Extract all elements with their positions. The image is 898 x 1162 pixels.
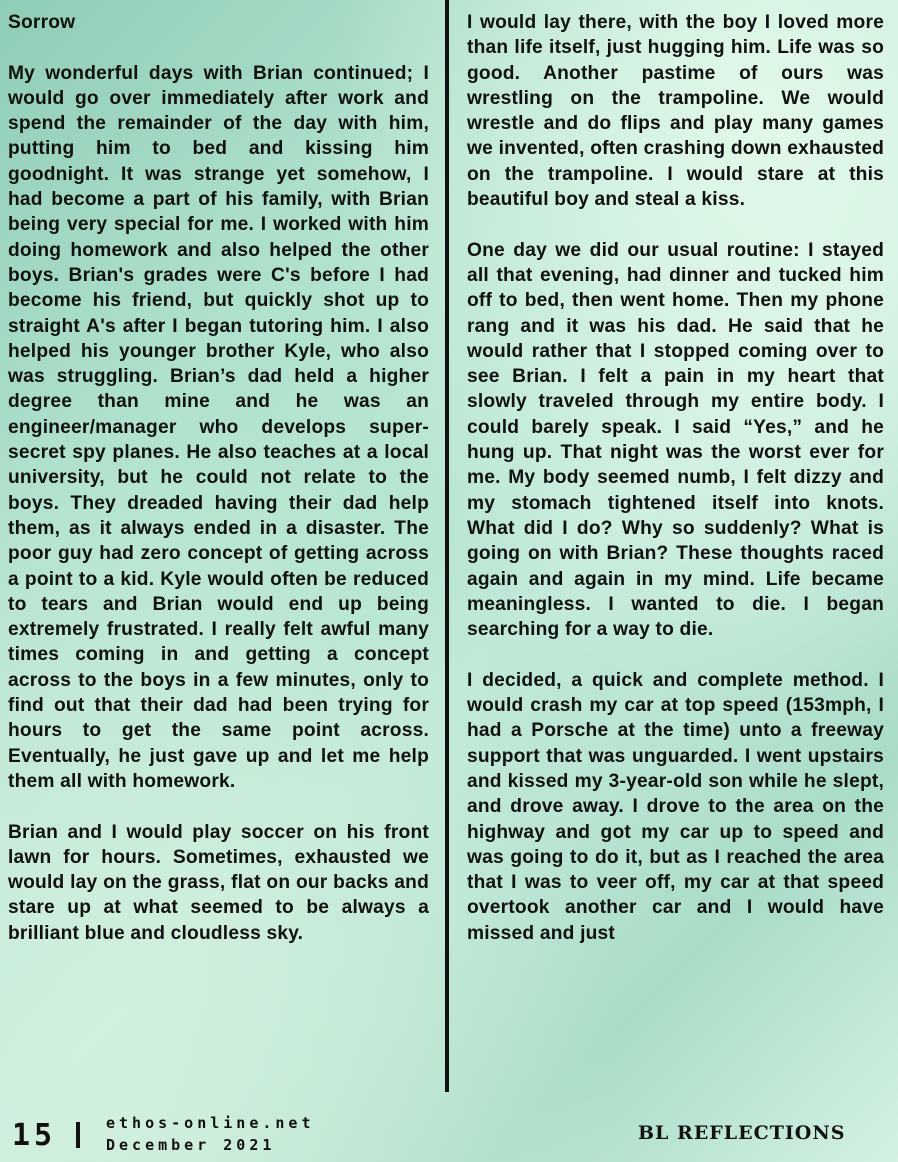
footer-publication (106, 1112, 315, 1156)
paragraph: My wonderful days with Brian continued; I would go over immediately after work and spend the remainder of the day with him, putting him to bed and kissing him goodnight. It was strange yet somehow, I had become a part of his family, with Brian being very special for me. I worked with him doing homework and also helped the other boys. Brian's grades were C's before I had become his friend, but quickly shot up to straight A's after I began tutoring him. I also helped his younger brother Kyle, who also was struggling. Brian’s dad held a higher degree than mine and he was an engineer/manager who develops super-secret spy planes. He also teaches at a local university, but he could not relate to the boys. They dreaded having their dad help them, as it always ended in a disaster. The poor guy had zero concept of getting across a point to a kid. Kyle would often be reduced to tears and Brian would end up being extremely frustrated. I really felt awful many times coming in and getting a concept across to the boys in a few minutes, only to find out that their dad had been trying for hours to get the same point across. Eventually, he just gave up and let me help them all with homework. (8, 62, 429, 792)
paragraph: One day we did our usual routine: I stayed all that evening, had dinner and tucked him off to bed, then went home. Then my phone rang and it was his dad. He said that he would rather that I stopped coming over to see Brian. I felt a pain in my heart that slowly traveled through my entire body. I could barely speak. I said “Yes,” and he hung up. That night was the worst ever for me. My body seemed numb, I felt dizzy and my stomach tightened itself into knots. What did I do? Why so suddenly? What is going on with Brian? These thoughts raced again and again in my mind. Life became meaningless. I wanted to die. I began searching for a way to die. (467, 239, 884, 641)
section-brand: BL REFLECTIONS (638, 1122, 846, 1144)
paragraph: Brian and I would play soccer on his front lawn for hours. Sometimes, exhausted we would lay on the grass, flat on our backs and stare up at what seemed to be always a brilliant blue and cloudless sky. (8, 821, 429, 944)
site-name: ethos-online.net (106, 1114, 315, 1132)
left-column (8, 10, 429, 971)
right-column (467, 10, 884, 971)
column-divider (445, 0, 449, 1092)
section-heading: Sorrow (8, 12, 76, 33)
paragraph: I would lay there, with the boy I loved more than life itself, just hugging him. Life was so good. Another pastime of ours was wrestling on the trampoline. We would wrestle and do flips and play many games we invented, often crashing down exhausted on the trampoline. I would stare at this beautiful boy and steal a kiss. (467, 12, 884, 211)
issue-date: December 2021 (106, 1136, 276, 1154)
page-number: 15 (12, 1118, 57, 1153)
footer-divider (76, 1122, 80, 1148)
paragraph: I decided, a quick and complete method. I would crash my car at top speed (153mph, I had a Porsche at the time) unto a freeway support that was unguarded. I went upstairs and kissed my 3-year-old son while he slept, and drove away. I drove to the area on the highway and got my car up to speed and was going to do it, but as I reached the area that I was to veer off, my car at that speed overtook another car and I would have missed and just (467, 669, 884, 944)
